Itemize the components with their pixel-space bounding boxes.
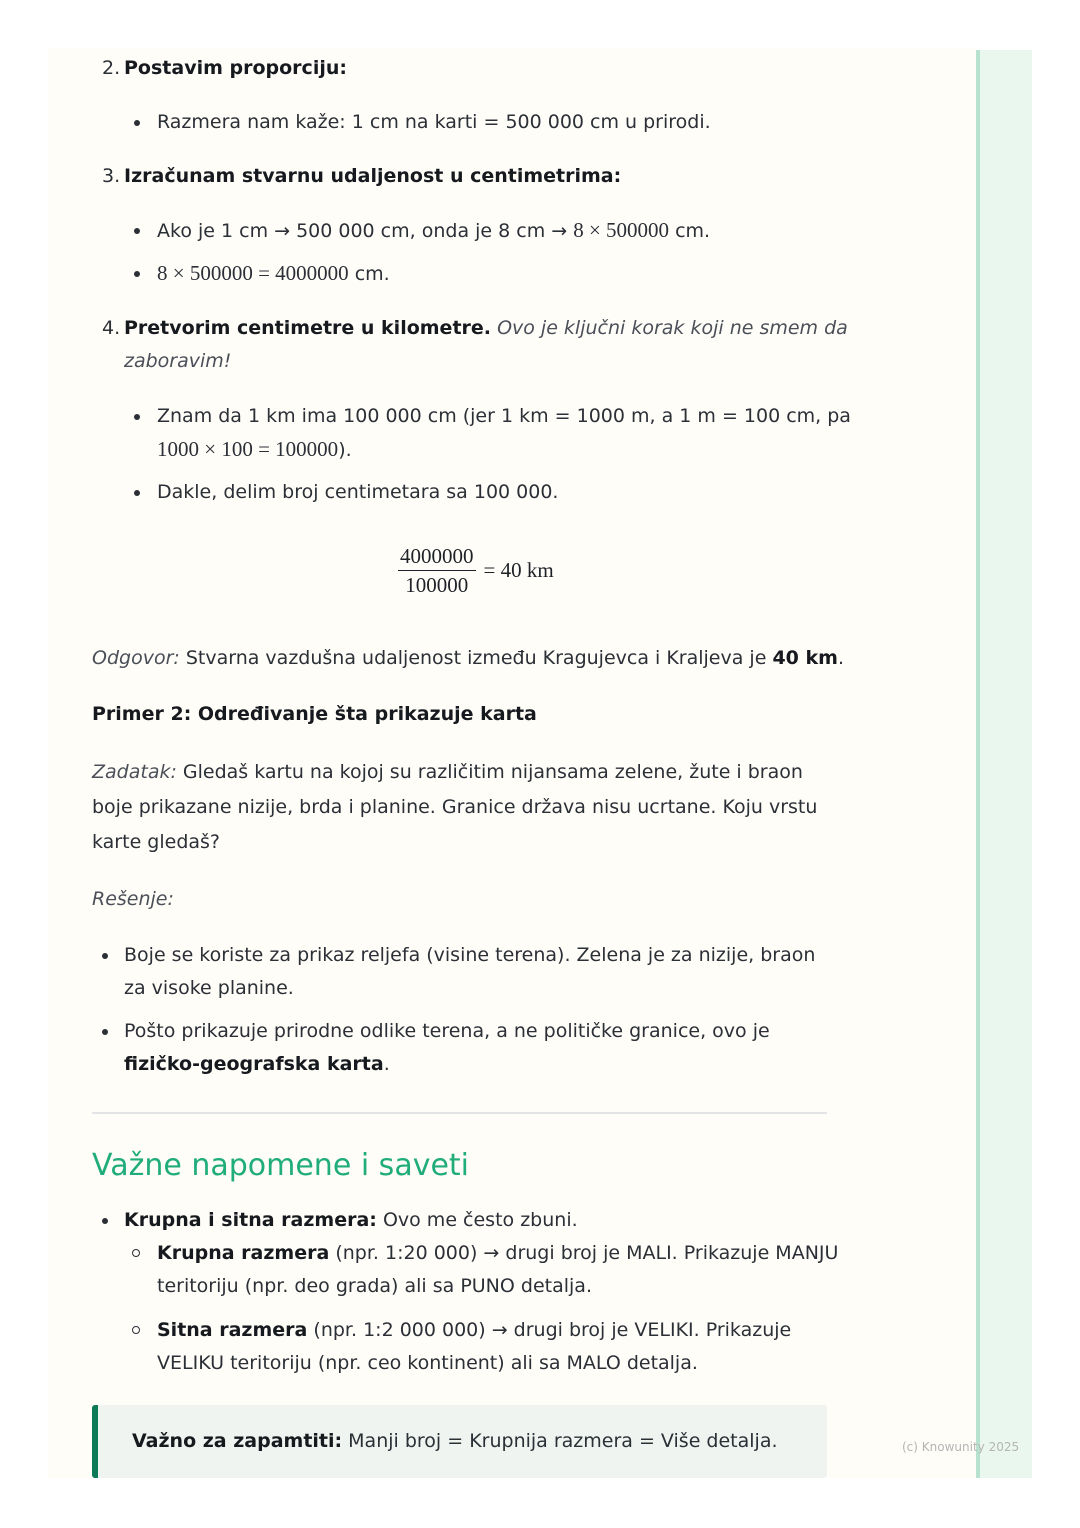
side-strip [976, 50, 1032, 1478]
copyright-footer: (c) Knowunity 2025 [902, 1440, 1020, 1454]
bullet-text-part: Ovo me često zbuni. [376, 1209, 578, 1231]
bullet-text-part: cm. [669, 220, 711, 242]
circle-bullet-icon [132, 1326, 140, 1334]
bold-term: Sitna razmera [157, 1319, 308, 1341]
task-text: karte gledaš? [92, 831, 221, 853]
callout-label: Važno za zapamtiti: [132, 1430, 343, 1452]
bullet-text-part: cm. [348, 263, 390, 285]
step-note: zaboravim! [124, 350, 232, 372]
step-number: 3. [102, 165, 121, 187]
bullet-text-part: (npr. 1:2 000 000) → drugi broj je VELIKI. Prikazuje [307, 1319, 792, 1341]
bold-term: Krupna razmera [157, 1242, 330, 1264]
bullet-text-part: Ako je 1 cm → 500 000 cm, onda je 8 cm → [157, 220, 574, 242]
bullet-icon [102, 1218, 108, 1224]
solution-label: Rešenje: [92, 888, 174, 910]
bullet-icon [102, 953, 108, 959]
math-expression: 8 × 500000 [573, 218, 670, 242]
bullet-text: za visoke planine. [124, 977, 294, 999]
bullet-text: Znam da 1 km ima 100 000 cm (jer 1 km = 1000 m, a 1 m = 100 cm, pa [157, 405, 851, 427]
answer-end: . [837, 647, 844, 669]
bullet-text [157, 257, 390, 291]
divider [92, 1112, 827, 1114]
bullet-text [124, 1204, 578, 1237]
task-text: boje prikazane nizije, brda i planine. Granice država nisu ucrtane. Koju vrstu [92, 796, 818, 818]
section-heading: Važne napomene i saveti [92, 1148, 470, 1183]
bullet-text [124, 1048, 390, 1081]
circle-bullet-icon [132, 1249, 140, 1257]
bullet-icon [134, 228, 140, 234]
math-expression: 8 × 500000 = 4000000 [157, 261, 349, 285]
step-title: Postavim proporciju: [124, 57, 347, 79]
callout-body: Manji broj = Krupnija razmera = Više detalja. [342, 1430, 778, 1452]
bullet-text [157, 1237, 838, 1270]
bullet-text: Dakle, delim broj centimetara sa 100 000. [157, 481, 559, 503]
fraction [398, 542, 476, 599]
step-note: Ovo je ključni korak koji ne smem da [497, 317, 848, 339]
answer-label: Odgovor: [92, 647, 180, 669]
step-title: Izračunam stvarnu udaljenost u centimetrima: [124, 165, 622, 187]
bullet-icon [134, 271, 140, 277]
bullet-text: Boje se koriste za prikaz reljefa (visine terena). Zelena je za nizije, braon [124, 944, 816, 966]
bold-term: fizičko-geografska karta [124, 1053, 384, 1075]
answer-value: 40 km [772, 647, 838, 669]
bullet-text: VELIKU teritoriju (npr. ceo kontinent) ali sa MALO detalja. [157, 1352, 698, 1374]
callout-text [132, 1425, 778, 1458]
bullet-icon [134, 414, 140, 420]
numerator: 4000000 [398, 542, 476, 571]
bullet-text [157, 433, 352, 467]
task-text: Gledaš kartu na kojoj su različitim nijansama zelene, žute i braon [176, 761, 803, 783]
step-number: 4. [102, 317, 121, 339]
fraction-equation [398, 542, 554, 599]
bullet-text: teritoriju (npr. deo grada) ali sa PUNO detalja. [157, 1275, 592, 1297]
bullet-text-part: (npr. 1:20 000) → drugi broj je MALI. Prikazuje MANJU [329, 1242, 839, 1264]
answer-text: Stvarna vazdušna udaljenost između Kragujevca i Kraljeva je [179, 647, 773, 669]
step-number: 2. [102, 57, 121, 79]
bullet-text: Razmera nam kaže: 1 cm na karti = 500 000 cm u prirodi. [157, 111, 711, 133]
example-2-title: Primer 2: Određivanje šta prikazuje karta [92, 703, 537, 725]
bullet-icon [134, 120, 140, 126]
fraction-result: = 40 km [483, 558, 554, 582]
step-title-line [124, 312, 848, 345]
bullet-text [157, 1314, 791, 1347]
bullet-text [157, 214, 710, 248]
bullet-icon [134, 490, 140, 496]
task-label: Zadatak: [92, 761, 177, 783]
step-title: Pretvorim centimetre u kilometre. [124, 317, 492, 339]
bold-term: Krupna i sitna razmera: [124, 1209, 377, 1231]
answer-paragraph [92, 642, 844, 675]
task-line [92, 756, 827, 789]
callout-box [92, 1405, 827, 1478]
denominator: 100000 [405, 573, 469, 597]
bullet-icon [102, 1029, 108, 1035]
bullet-text-part: . [383, 1053, 390, 1075]
math-expression: 1000 × 100 = 100000 [157, 437, 339, 461]
bullet-text: Pošto prikazuje prirodne odlike terena, a ne političke granice, ovo je [124, 1020, 770, 1042]
bullet-text-part: ). [338, 439, 352, 461]
